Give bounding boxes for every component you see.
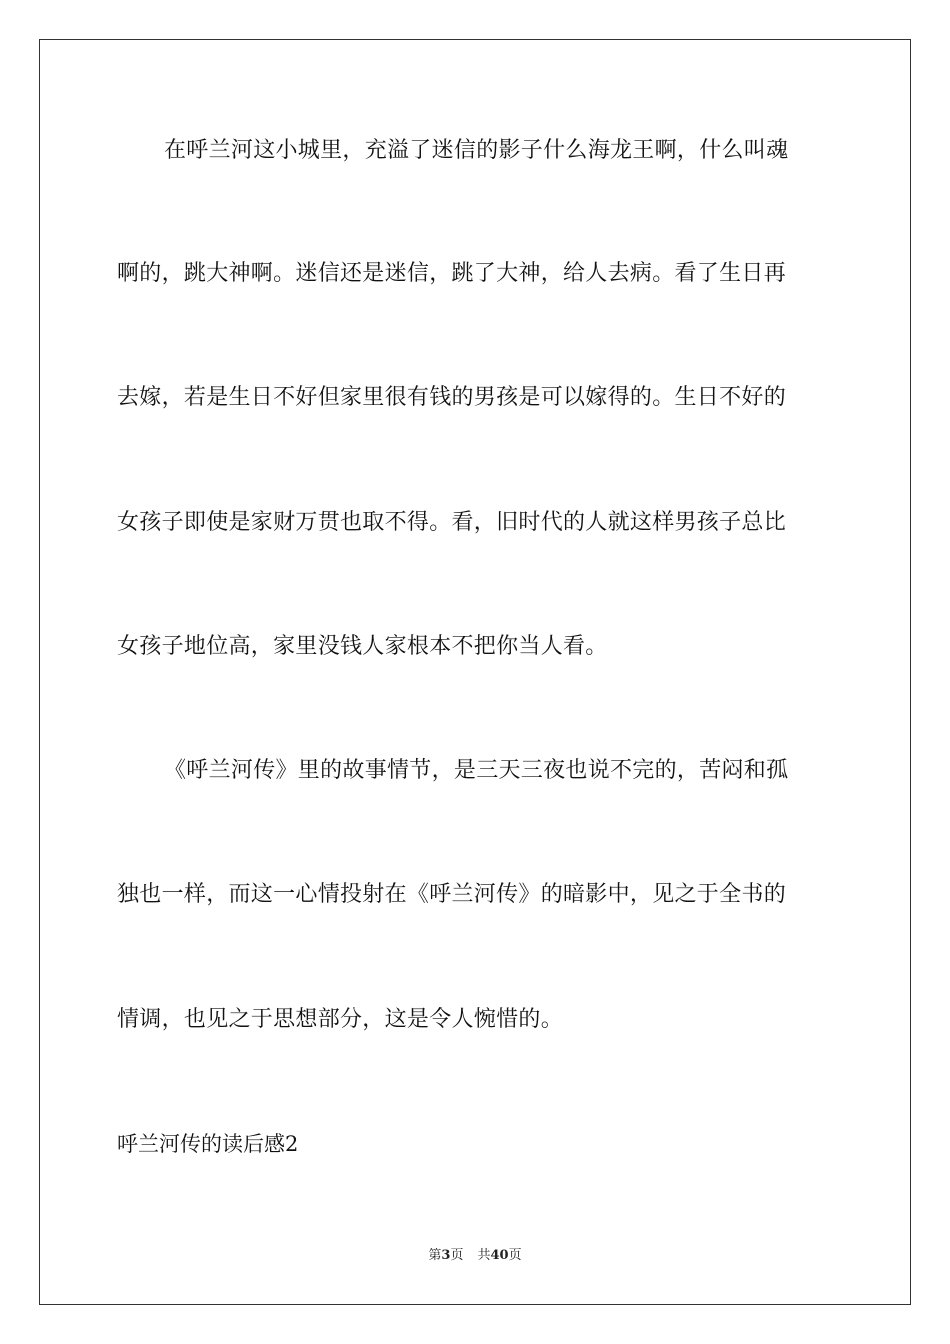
footer-total-pages: 40 xyxy=(490,1248,509,1263)
page-border xyxy=(39,39,911,1305)
paragraph-line: 独也一样，而这一心情投射在《呼兰河传》的暗影中，见之于全书的 xyxy=(117,882,787,907)
footer-page-suffix: 页 xyxy=(450,1248,464,1263)
footer-total-suffix: 页 xyxy=(508,1248,522,1263)
paragraph-line: 女孩子即使是家财万贯也取不得。看，旧时代的人就这样男孩子总比 xyxy=(117,510,787,535)
footer-page-number: 3 xyxy=(441,1248,451,1263)
paragraph-line: 女孩子地位高，家里没钱人家根本不把你当人看。 xyxy=(117,634,608,659)
footer-page-prefix: 第 xyxy=(428,1248,442,1263)
paragraph-line: 在呼兰河这小城里，充溢了迷信的影子什么海龙王啊，什么叫魂 xyxy=(164,138,789,163)
paragraph-line: 《呼兰河传》里的故事情节，是三天三夜也说不完的，苦闷和孤 xyxy=(164,758,789,783)
paragraph-line: 去嫁，若是生日不好但家里很有钱的男孩是可以嫁得的。生日不好的 xyxy=(117,385,787,410)
page-footer xyxy=(0,1247,950,1265)
paragraph-line: 啊的，跳大神啊。迷信还是迷信，跳了大神，给人去病。看了生日再 xyxy=(117,261,787,286)
footer-total-prefix: 共 xyxy=(477,1248,491,1263)
paragraph-line: 情调，也见之于思想部分，这是令人惋惜的。 xyxy=(117,1007,564,1032)
section-heading: 呼兰河传的读后感2 xyxy=(117,1132,299,1156)
